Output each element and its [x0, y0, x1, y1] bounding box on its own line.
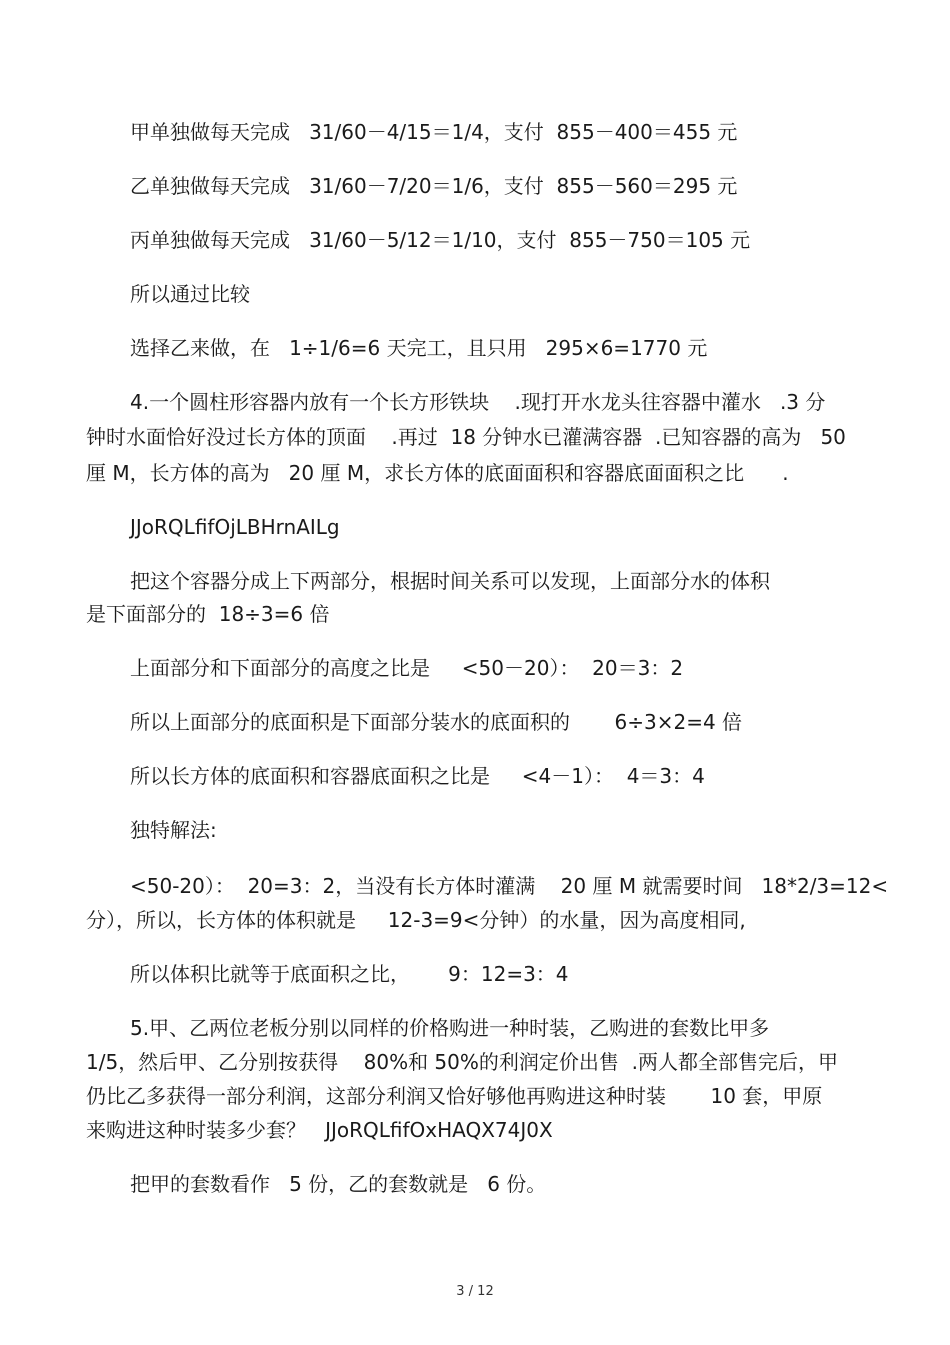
text-line: 甲单独做每天完成 31/60－4/15＝1/4，支付 855－400＝455 元 [130, 120, 738, 144]
text-line: 是下面部分的 18÷3=6 倍 [86, 602, 330, 626]
text-line: 所以体积比就等于底面积之比， 9：12=3：4 [130, 962, 569, 986]
problem-5-line: 5.甲、乙两位老板分别以同样的价格购进一种时装，乙购进的套数比甲多 [130, 1016, 770, 1040]
text-line: 把这个容器分成上下两部分，根据时间关系可以发现，上面部分水的体积 [130, 569, 770, 593]
doc-code: JJoRQLfifOjLBHrnAILg [130, 515, 340, 539]
problem-4-line: 厘 M，长方体的高为 20 厘 M，求长方体的底面面积和容器底面面积之比 . [86, 461, 789, 485]
text-line: 所以上面部分的底面积是下面部分装水的底面积的 6÷3×2=4 倍 [130, 710, 743, 734]
text-line: 分），所以，长方体的体积就是 12-3=9<分钟）的水量，因为高度相同, [86, 908, 746, 932]
problem-4-line: 4.一个圆柱形容器内放有一个长方形铁块 .现打开水龙头往容器中灌水 .3 分 [130, 390, 826, 414]
text-line: <50-20）： 20=3：2，当没有长方体时灌满 20 厘 M 就需要时间 18*2/3=12< [130, 874, 889, 898]
problem-5-line: 仍比乙多获得一部分利润，这部分利润又恰好够他再购进这种时装 10 套，甲原 [86, 1084, 823, 1108]
problem-4-line: 钟时水面恰好没过长方体的顶面 .再过 18 分钟水已灌满容器 .已知容器的高为 50 [86, 425, 846, 449]
text-line: 选择乙来做，在 1÷1/6=6 天完工，且只用 295×6=1770 元 [130, 336, 708, 360]
text-line: 上面部分和下面部分的高度之比是 <50－20）： 20＝3：2 [130, 656, 684, 680]
problem-5-line: 来购进这种时装多少套？ JJoRQLfifOxHAQX74J0X [86, 1118, 553, 1142]
text-line: 所以通过比较 [130, 282, 250, 306]
text-line: 独特解法: [130, 818, 217, 842]
problem-5-line: 1/5，然后甲、乙分别按获得 80%和 50%的利润定价出售 .两人都全部售完后，甲 [86, 1050, 838, 1074]
text-line: 把甲的套数看作 5 份，乙的套数就是 6 份。 [130, 1172, 547, 1196]
page-number: 3 / 12 [456, 1284, 494, 1299]
text-line: 所以长方体的底面积和容器底面积之比是 <4－1）： 4＝3：4 [130, 764, 705, 788]
text-line: 丙单独做每天完成 31/60－5/12＝1/10，支付 855－750＝105 元 [130, 228, 751, 252]
text-line: 乙单独做每天完成 31/60－7/20＝1/6，支付 855－560＝295 元 [130, 174, 738, 198]
